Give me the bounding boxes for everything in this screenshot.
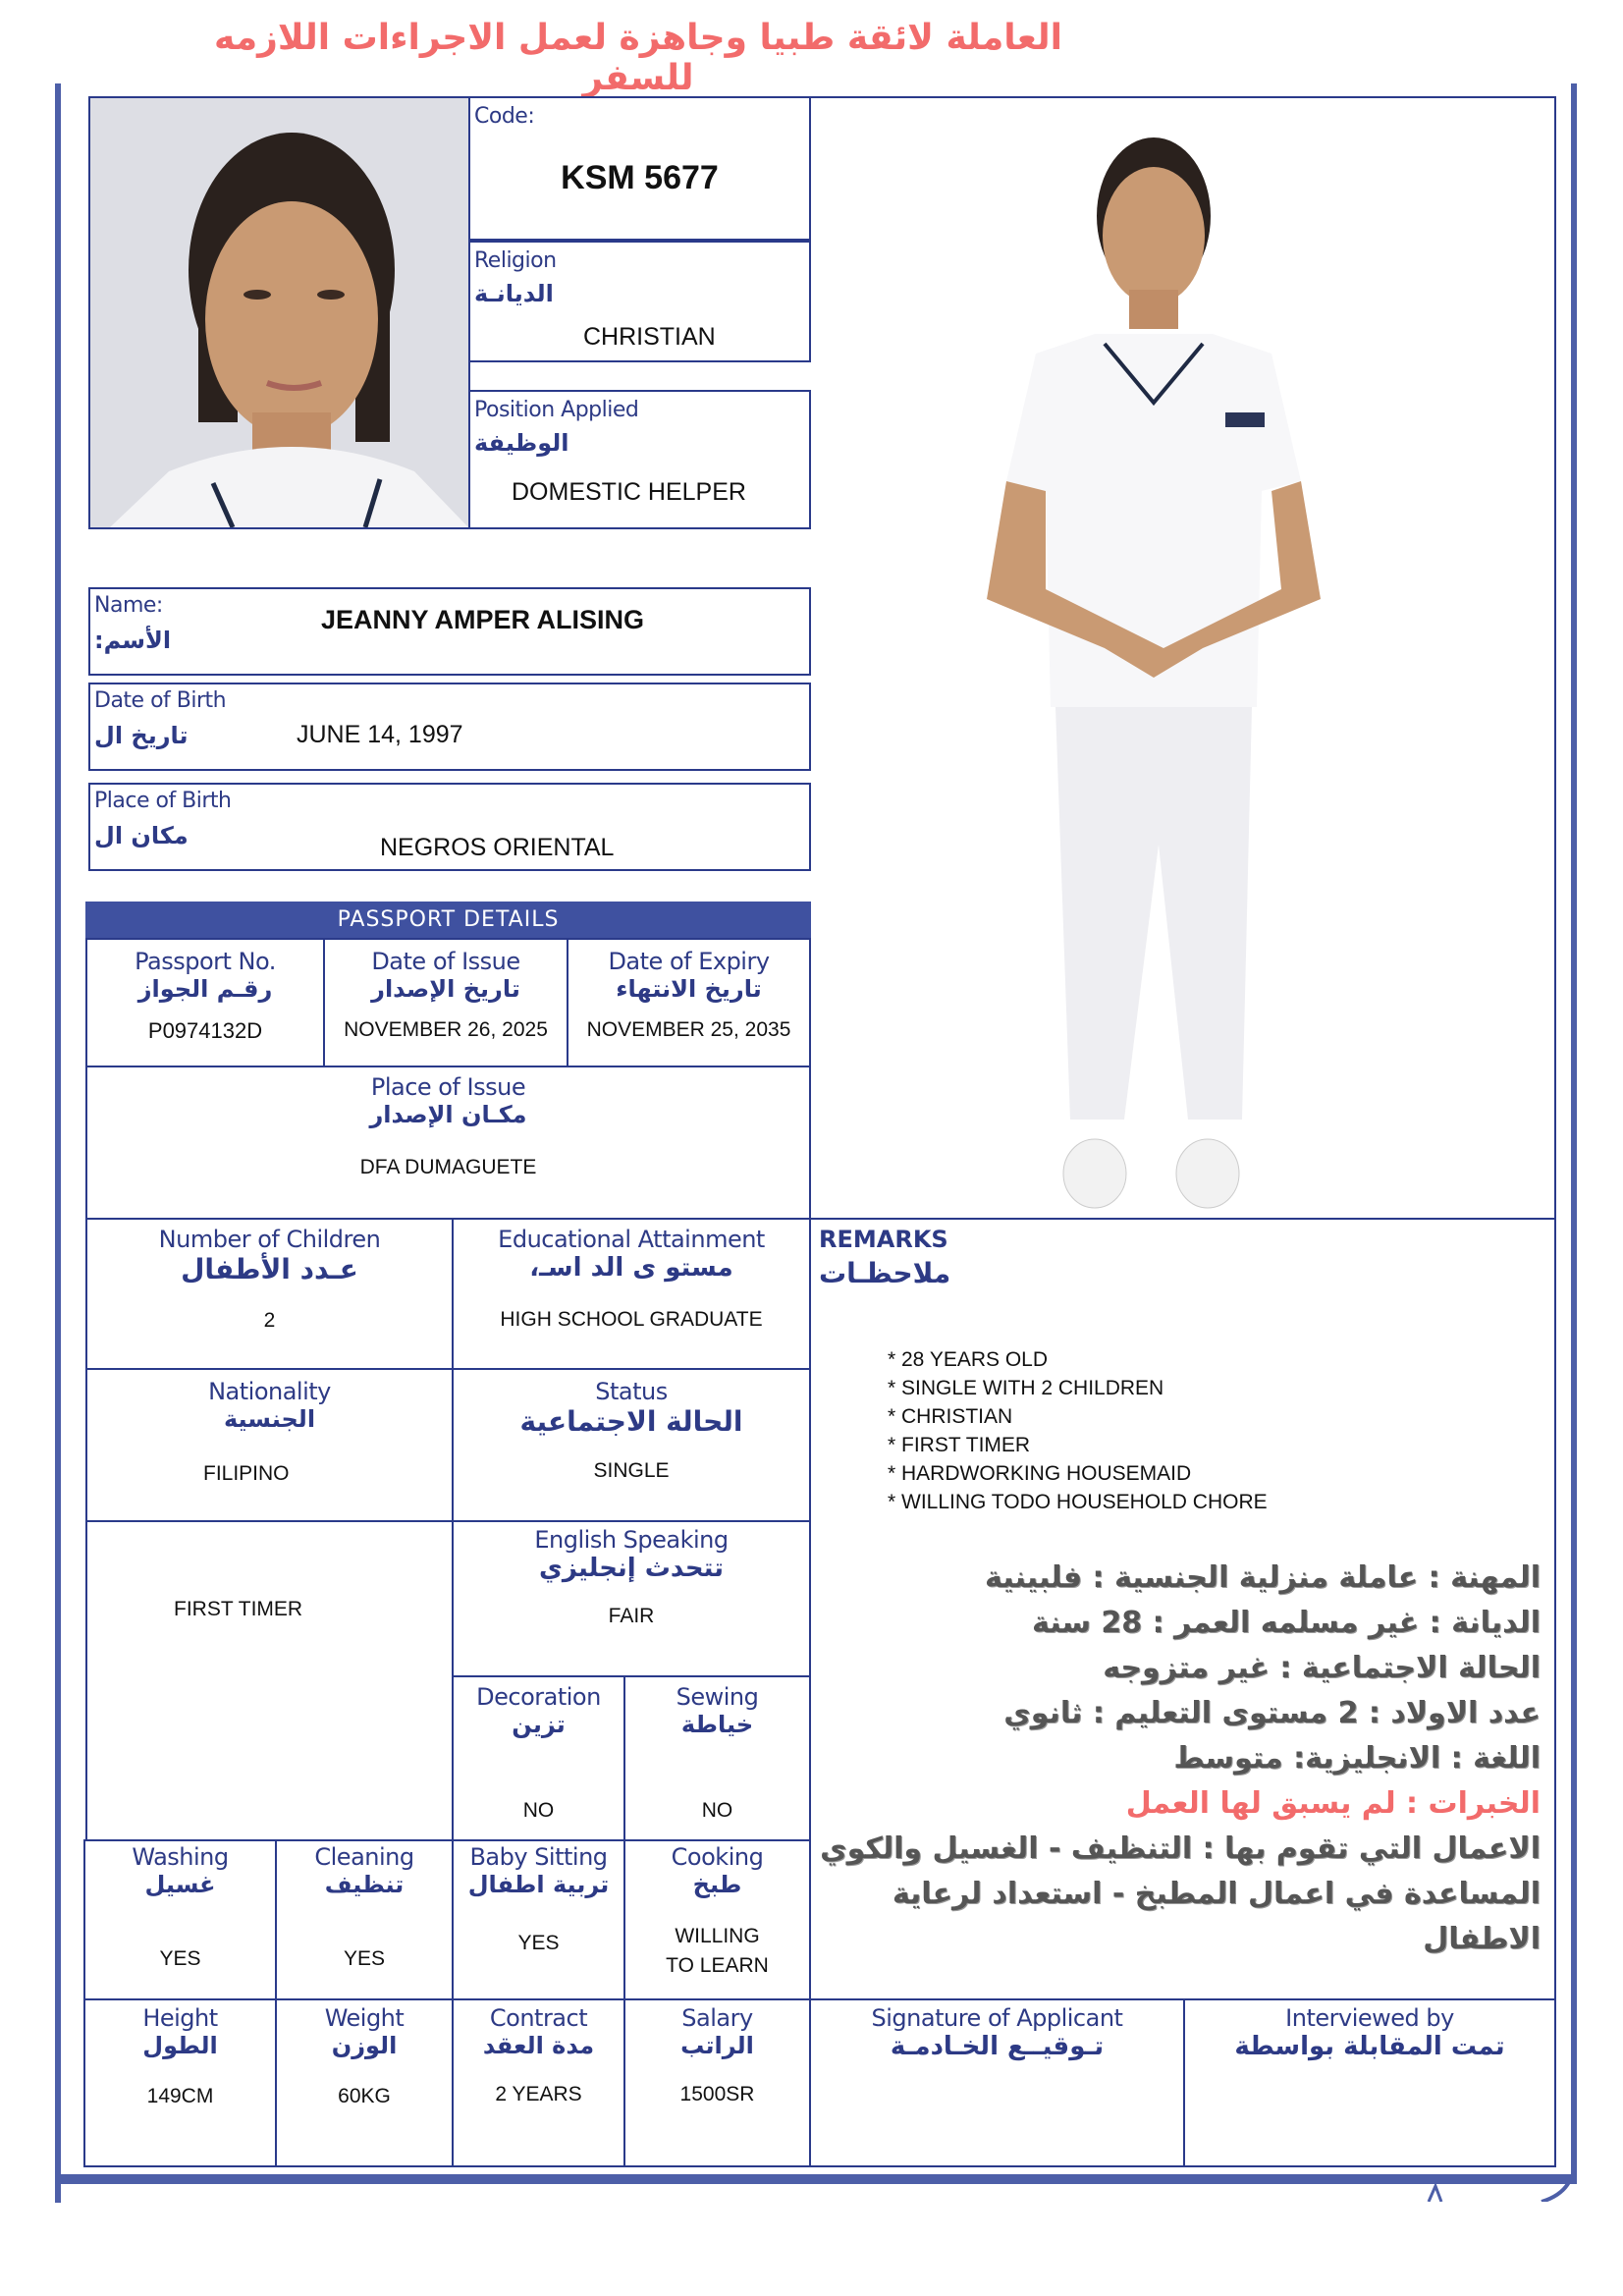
frame-left-border [55,83,61,2203]
passport-number-label-ar: رقـم الجواز [137,975,273,1003]
religion-label: Religion [474,248,557,273]
passport-expiry-date-label-ar: تاريخ الانتهاء [616,975,762,1003]
english-label: English Speaking [534,1526,729,1554]
height-value: 149CM [146,2085,214,2107]
passport-number-value: P0974132D [147,1018,263,1043]
arabic-summary-line: عدد الاولاد : 2 مستوى التعليم : ثانوي [1003,1696,1541,1730]
religion-value: CHRISTIAN [583,323,716,351]
frame-corner-curl [1424,2182,1571,2202]
passport-expiry-date-value: NOVEMBER 25, 2035 [586,1018,791,1041]
experience-cell [85,1520,454,1841]
cooking-value: WILLING TO LEARN [666,1925,769,1977]
status-cell [452,1368,811,1522]
education-label: Educational Attainment [498,1226,765,1253]
contract-cell [452,1998,625,2167]
salary-label-ar: الراتب [680,2032,754,2059]
nationality-cell [85,1368,454,1522]
passport-issue-date-label: Date of Issue [371,948,520,975]
place-of-issue-label-ar: مكـان الإصدار [369,1101,527,1128]
contract-label: Contract [489,2004,588,2032]
remarks-label-ar: ملاحظـات [819,1257,951,1289]
remarks-item: * FIRST TIMER [888,1434,1031,1456]
status-label: Status [595,1378,668,1405]
baby-sitting-label-ar: تربية اطفال [467,1871,610,1898]
nationality-value: FILIPINO [203,1462,290,1485]
status-value: SINGLE [593,1459,670,1482]
place-of-birth-field [88,783,811,871]
remarks-item: * HARDWORKING HOUSEMAID [888,1462,1192,1485]
education-value: HIGH SCHOOL GRADUATE [500,1308,763,1331]
weight-value: 60KG [338,2085,391,2107]
code-label: Code: [474,104,535,129]
sewing-label-ar: خياطة [680,1711,754,1738]
arabic-summary-line: المهنة : عاملة منزلية الجنسية : فلبينية [985,1560,1541,1595]
interviewed-label-ar: تمت المقابلة بواسطة [1234,2032,1505,2061]
passport-issue-date-cell [323,938,568,1067]
pob-label: Place of Birth [94,789,232,813]
frame-right-border [1571,83,1577,2180]
arabic-summary [814,1556,1541,1962]
english-value: FAIR [608,1605,655,1627]
remarks-item: * CHRISTIAN [888,1405,1013,1428]
educational-attainment-cell [452,1218,811,1370]
arabic-summary-line: اللغة : الانجليزية: متوسط [1173,1741,1541,1776]
cleaning-label-ar: تنظيف [324,1871,405,1898]
arabic-duties-line: المساعدة في اعمال المطبخ - استعداد لرعاية الاطفال [892,1877,1541,1956]
arabic-summary-line: الحالة الاجتماعية : غير متزوجه [1103,1651,1541,1685]
washing-value: YES [159,1947,201,1970]
contract-label-ar: مدة العقد [482,2032,595,2059]
code-field [468,96,811,241]
remarks-label: REMARKS [819,1226,948,1253]
passport-issue-date-value: NOVEMBER 26, 2025 [344,1018,548,1041]
applicant-full-body-photo [810,96,1556,1220]
cooking-label: Cooking [671,1843,764,1871]
dob-value: JUNE 14, 1997 [297,721,463,748]
number-of-children-cell [85,1218,454,1370]
arabic-summary-line: الديانة : غير مسلمه العمر : 28 سنة [1032,1606,1541,1640]
date-of-birth-field [88,683,811,771]
passport-place-of-issue-cell [85,1066,811,1220]
name-field [88,587,811,676]
sewing-label: Sewing [676,1683,759,1711]
position-field [468,390,811,529]
position-label: Position Applied [474,398,639,422]
face-photo-illustration [90,98,468,527]
name-label-ar: الأسم: [94,627,172,654]
decoration-label-ar: تزين [512,1711,566,1738]
height-label-ar: الطول [142,2032,218,2059]
applicant-face-photo [88,96,470,529]
salary-cell [623,1998,811,2167]
height-cell [83,1998,277,2167]
remarks-cell [809,1218,1556,2000]
pob-value: NEGROS ORIENTAL [380,834,615,861]
code-value: KSM 5677 [561,159,719,196]
dob-label-ar: تاريخ ال [94,722,189,749]
baby-sitting-value: YES [517,1932,560,1954]
contract-value: 2 YEARS [495,2083,582,2105]
children-label-ar: عـدد الأطفال [181,1253,358,1285]
signature-label-ar: تـوقيــع الخـادمـة [890,2032,1105,2061]
passport-details-header: PASSPORT DETAILS [85,902,811,938]
cleaning-label: Cleaning [314,1843,414,1871]
place-of-issue-label: Place of Issue [370,1073,526,1101]
sewing-cell [623,1675,811,1841]
signature-label: Signature of Applicant [871,2004,1123,2032]
dob-label: Date of Birth [94,688,227,713]
salary-label: Salary [681,2004,753,2032]
decoration-label: Decoration [476,1683,601,1711]
arabic-experience-line: الخبرات : لم يسبق لها العمل [1125,1786,1541,1821]
full-body-illustration [810,98,1556,1222]
cooking-label-ar: طبخ [692,1871,742,1898]
sewing-value: NO [701,1799,733,1822]
experience-value: FIRST TIMER [174,1598,303,1620]
baby-sitting-cell [452,1839,625,2000]
education-label-ar: مستو ى الد اسـ، [529,1253,733,1283]
signature-of-applicant-cell[interactable] [809,1998,1185,2167]
cleaning-cell [275,1839,454,2000]
passport-expiry-date-cell [567,938,811,1067]
nationality-label: Nationality [208,1378,331,1405]
remarks-item: * 28 YEARS OLD [888,1348,1049,1371]
cleaning-value: YES [343,1947,386,1970]
interviewed-by-cell[interactable] [1183,1998,1556,2167]
remarks-item: * SINGLE WITH 2 CHILDREN [888,1377,1164,1399]
cooking-cell [623,1839,811,2000]
status-label-ar: الحالة الاجتماعية [519,1405,743,1438]
decoration-cell [452,1675,625,1841]
pob-label-ar: مكان ال [94,822,189,849]
children-value: 2 [263,1309,276,1332]
height-label: Height [142,2004,218,2032]
decoration-value: NO [522,1799,555,1822]
washing-label: Washing [132,1843,229,1871]
position-label-ar: الوظيفة [474,429,569,457]
religion-label-ar: الديانـة [474,280,554,307]
page-title-arabic: العاملة لائقة طبيا وجاهزة لعمل الاجراءات اللازمه للسفر [214,18,1062,98]
baby-sitting-label: Baby Sitting [469,1843,608,1871]
remarks-item: * WILLING TODO HOUSEHOLD CHORE [888,1491,1268,1513]
nationality-label-ar: الجنسية [223,1405,316,1433]
passport-number-label: Passport No. [135,948,276,975]
english-label-ar: تتحدث إنجليزي [539,1554,724,1583]
passport-expiry-date-label: Date of Expiry [608,948,770,975]
passport-issue-date-label-ar: تاريخ الإصدار [371,975,520,1003]
arabic-duties-line: الاعمال التي تقوم بها : التنظيف - الغسيل والكوي [820,1831,1541,1866]
children-label: Number of Children [158,1226,381,1253]
washing-label-ar: غسيل [144,1871,216,1898]
place-of-issue-value: DFA DUMAGUETE [359,1156,537,1178]
position-value: DOMESTIC HELPER [512,478,746,506]
washing-cell [83,1839,277,2000]
name-value: JEANNY AMPER ALISING [321,605,645,634]
english-speaking-cell [452,1520,811,1677]
passport-number-cell [85,938,325,1067]
remarks-list [888,1345,1268,1516]
weight-label-ar: الوزن [331,2032,398,2059]
frame-bottom-border [55,2174,1577,2184]
salary-value: 1500SR [679,2083,755,2105]
weight-cell [275,1998,454,2167]
name-label: Name: [94,593,163,618]
interviewed-label: Interviewed by [1285,2004,1454,2032]
weight-label: Weight [324,2004,405,2032]
religion-field [468,241,811,362]
